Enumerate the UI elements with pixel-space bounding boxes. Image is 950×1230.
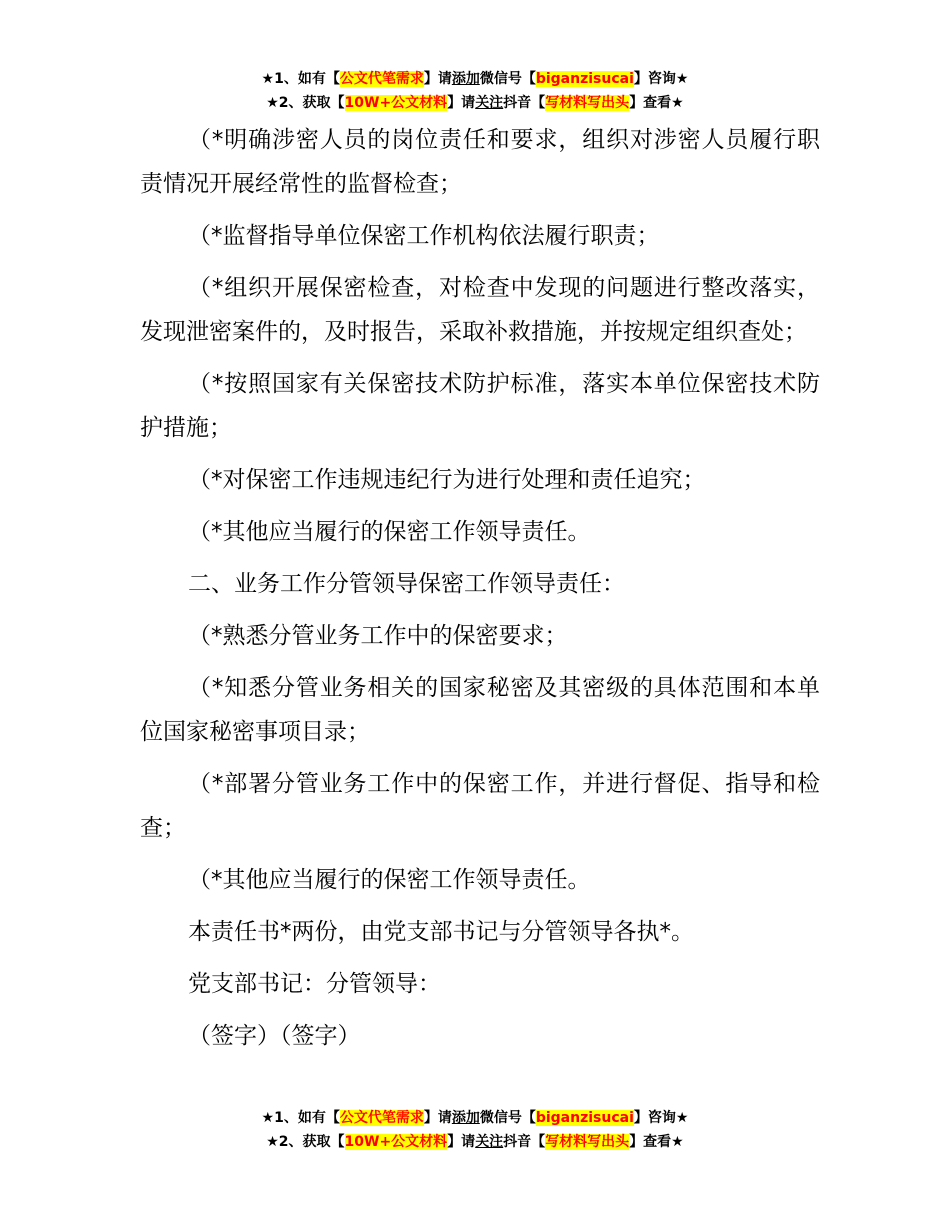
banner-highlight: 公文代笔需求 — [339, 71, 424, 87]
banner-underline: 关注 — [475, 95, 504, 111]
banner-highlight: 10W+公文材料 — [344, 1134, 448, 1150]
banner-underline: 添加 — [451, 71, 480, 87]
signature-labels: 党支部书记：分管领导： — [188, 971, 441, 997]
header-banner — [0, 67, 950, 115]
banner-text: 】请 — [423, 1110, 452, 1126]
banner-underline: 添加 — [451, 1110, 480, 1126]
banner-text: 】咨询★ — [633, 1110, 689, 1126]
banner-highlight: 写材料写出头 — [545, 1134, 630, 1150]
banner-text: 】查看★ — [629, 95, 684, 111]
banner-text: 】请 — [423, 71, 452, 87]
banner-text: ★1、如有【 — [261, 1110, 340, 1126]
section-heading: 二、业务工作分管领导保密工作领导责任： — [188, 571, 625, 597]
banner-text: ★1、如有【 — [261, 71, 340, 87]
banner-text: 】查看★ — [629, 1134, 684, 1150]
paragraph: 本责任书*两份，由党支部书记与分管领导各执*。 — [188, 919, 694, 945]
paragraph: （*监督指导单位保密工作机构依法履行职责； — [188, 223, 660, 249]
banner-text: 微信号【 — [479, 71, 536, 87]
banner-text: 抖音【 — [503, 95, 546, 111]
banner-highlight: 10W+公文材料 — [344, 95, 448, 111]
document-body — [140, 118, 820, 1066]
paragraph: （*知悉分管业务相关的国家秘密及其密级的具体范围和本单位国家秘密事项目录； — [140, 675, 820, 745]
banner-text: ★2、获取【 — [266, 95, 345, 111]
paragraph: （*按照国家有关保密技术防护标准，落实本单位保密技术防护措施； — [140, 371, 820, 441]
banner-highlight: 写材料写出头 — [545, 95, 630, 111]
paragraph: （*组织开展保密检查，对检查中发现的问题进行整改落实，发现泄密案件的，及时报告，采取补救措施，并按规定组织查处； — [140, 275, 820, 345]
banner-text: 微信号【 — [479, 1110, 536, 1126]
banner-text: 】请 — [447, 95, 476, 111]
paragraph: （*部署分管业务工作中的保密工作，并进行督促、指导和检查； — [140, 771, 820, 841]
signature-placeholders: （签字）（签字） — [188, 1023, 361, 1049]
banner-line-2 — [0, 91, 950, 115]
paragraph: （*熟悉分管业务工作中的保密要求； — [188, 623, 568, 649]
banner-highlight: 公文代笔需求 — [339, 1110, 424, 1126]
banner-underline: 关注 — [475, 1134, 504, 1150]
banner-highlight: biganzisucai — [535, 71, 634, 87]
banner-line-1 — [0, 67, 950, 91]
banner-text: ★2、获取【 — [266, 1134, 345, 1150]
paragraph: （*明确涉密人员的岗位责任和要求，组织对涉密人员履行职责情况开展经常性的监督检查； — [140, 127, 820, 197]
footer-banner — [0, 1106, 950, 1154]
paragraph: （*其他应当履行的保密工作领导责任。 — [188, 867, 591, 893]
banner-text: 抖音【 — [503, 1134, 546, 1150]
banner-line-1 — [0, 1106, 950, 1130]
banner-text: 】请 — [447, 1134, 476, 1150]
banner-highlight: biganzisucai — [535, 1110, 634, 1126]
paragraph: （*对保密工作违规违纪行为进行处理和责任追究； — [188, 467, 706, 493]
banner-text: 】咨询★ — [633, 71, 689, 87]
paragraph: （*其他应当履行的保密工作领导责任。 — [188, 519, 591, 545]
banner-line-2 — [0, 1130, 950, 1154]
